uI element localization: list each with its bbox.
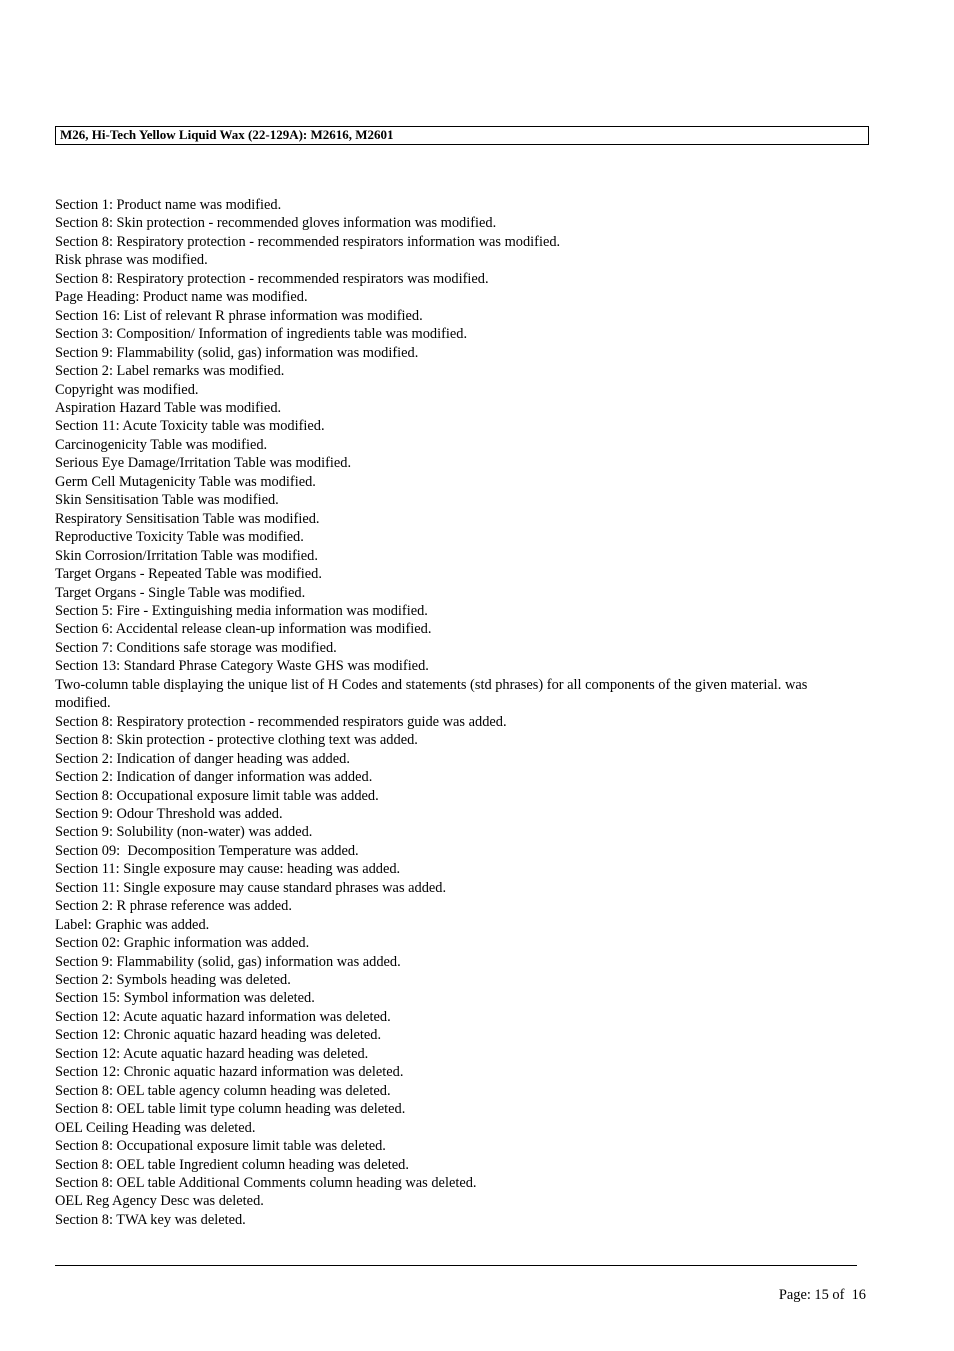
change-item: Section 2: Symbols heading was deleted.: [55, 972, 291, 989]
change-item: Section 8: OEL table agency column heading was deleted.: [55, 1082, 391, 1099]
change-item: Label: Graphic was added.: [55, 916, 210, 933]
change-item: Section 8: Occupational exposure limit table was added.: [55, 787, 379, 804]
change-item: Section 12: Acute aquatic hazard information was deleted.: [55, 1008, 391, 1025]
change-item: Skin Corrosion/Irritation Table was modified.: [55, 547, 318, 564]
page-heading-product-title: M26, Hi-Tech Yellow Liquid Wax (22-129A): M2616, M2601: [55, 126, 869, 145]
change-item: Respiratory Sensitisation Table was modified.: [55, 510, 320, 527]
change-item: Section 13: Standard Phrase Category Waste GHS was modified.: [55, 658, 429, 675]
change-item: Page Heading: Product name was modified.: [55, 289, 308, 306]
change-item: Section 8: Respiratory protection - recommended respirators information was modified.: [55, 233, 561, 250]
change-item: Section 16: List of relevant R phrase information was modified.: [55, 307, 423, 324]
change-item: Section 8: OEL table limit type column heading was deleted.: [55, 1101, 406, 1118]
change-item: Section 8: Occupational exposure limit table was deleted.: [55, 1138, 386, 1155]
change-item: Section 7: Conditions safe storage was modified.: [55, 639, 337, 656]
change-item: Skin Sensitisation Table was modified.: [55, 492, 279, 509]
change-item: Section 5: Fire - Extinguishing media information was modified.: [55, 602, 428, 619]
footer-divider: [55, 1265, 857, 1266]
change-item: Section 12: Chronic aquatic hazard information was deleted.: [55, 1064, 404, 1081]
change-item: Section 2: Label remarks was modified.: [55, 363, 285, 380]
change-item: Two-column table displaying the unique list of H Codes and statements (std phrases) for all components of the given material. was modified.: [55, 676, 811, 712]
revision-changes-list: [55, 196, 825, 1229]
change-item: Section 8: Skin protection - recommended gloves information was modified.: [55, 215, 497, 232]
change-item: Germ Cell Mutagenicity Table was modified.: [55, 473, 316, 490]
change-item: Section 9: Odour Threshold was added.: [55, 805, 283, 822]
change-item: Section 09: Decomposition Temperature was added.: [55, 842, 359, 859]
change-item: Section 9: Flammability (solid, gas) information was modified.: [55, 344, 419, 361]
change-item: Section 9: Flammability (solid, gas) information was added.: [55, 953, 401, 970]
change-item: Section 1: Product name was modified.: [55, 197, 282, 213]
change-item: Section 11: Single exposure may cause: heading was added.: [55, 861, 401, 878]
change-item: Section 02: Graphic information was added.: [55, 935, 310, 952]
change-item: Section 12: Acute aquatic hazard heading was deleted.: [55, 1045, 369, 1062]
change-item: Aspiration Hazard Table was modified.: [55, 399, 282, 416]
change-item: Reproductive Toxicity Table was modified.: [55, 529, 304, 546]
change-item: OEL Ceiling Heading was deleted.: [55, 1119, 256, 1136]
change-item: Section 11: Acute Toxicity table was modified.: [55, 418, 325, 435]
change-item: Section 8: Respiratory protection - recommended respirators was modified.: [55, 270, 489, 287]
change-item: Carcinogenicity Table was modified.: [55, 436, 268, 453]
change-item: Target Organs - Single Table was modified.: [55, 584, 306, 601]
change-item: Section 8: Skin protection - protective clothing text was added.: [55, 732, 418, 749]
change-item: Section 8: TWA key was deleted.: [55, 1211, 246, 1228]
change-item: Risk phrase was modified.: [55, 252, 208, 269]
change-item: Section 8: OEL table Additional Comments column heading was deleted.: [55, 1175, 477, 1192]
change-item: Copyright was modified.: [55, 381, 199, 398]
change-item: Section 8: OEL table Ingredient column heading was deleted.: [55, 1156, 409, 1173]
change-item: Section 3: Composition/ Information of ingredients table was modified.: [55, 326, 468, 343]
change-item: Section 15: Symbol information was deleted.: [55, 990, 315, 1007]
change-item: Section 12: Chronic aquatic hazard heading was deleted.: [55, 1027, 382, 1044]
page-number: Page: 15 of 16: [778, 1287, 866, 1303]
change-item: Serious Eye Damage/Irritation Table was modified.: [55, 455, 352, 472]
change-item: Section 11: Single exposure may cause standard phrases was added.: [55, 879, 447, 896]
change-item: Target Organs - Repeated Table was modified.: [55, 566, 322, 583]
change-item: Section 2: R phrase reference was added.: [55, 898, 292, 915]
change-item: Section 2: Indication of danger information was added.: [55, 769, 373, 786]
change-item: OEL Reg Agency Desc was deleted.: [55, 1193, 264, 1210]
change-item: Section 8: Respiratory protection - recommended respirators guide was added.: [55, 713, 507, 730]
change-item: Section 9: Solubility (non-water) was added.: [55, 824, 313, 841]
change-item: Section 2: Indication of danger heading was added.: [55, 750, 350, 767]
change-item: Section 6: Accidental release clean-up information was modified.: [55, 621, 432, 638]
